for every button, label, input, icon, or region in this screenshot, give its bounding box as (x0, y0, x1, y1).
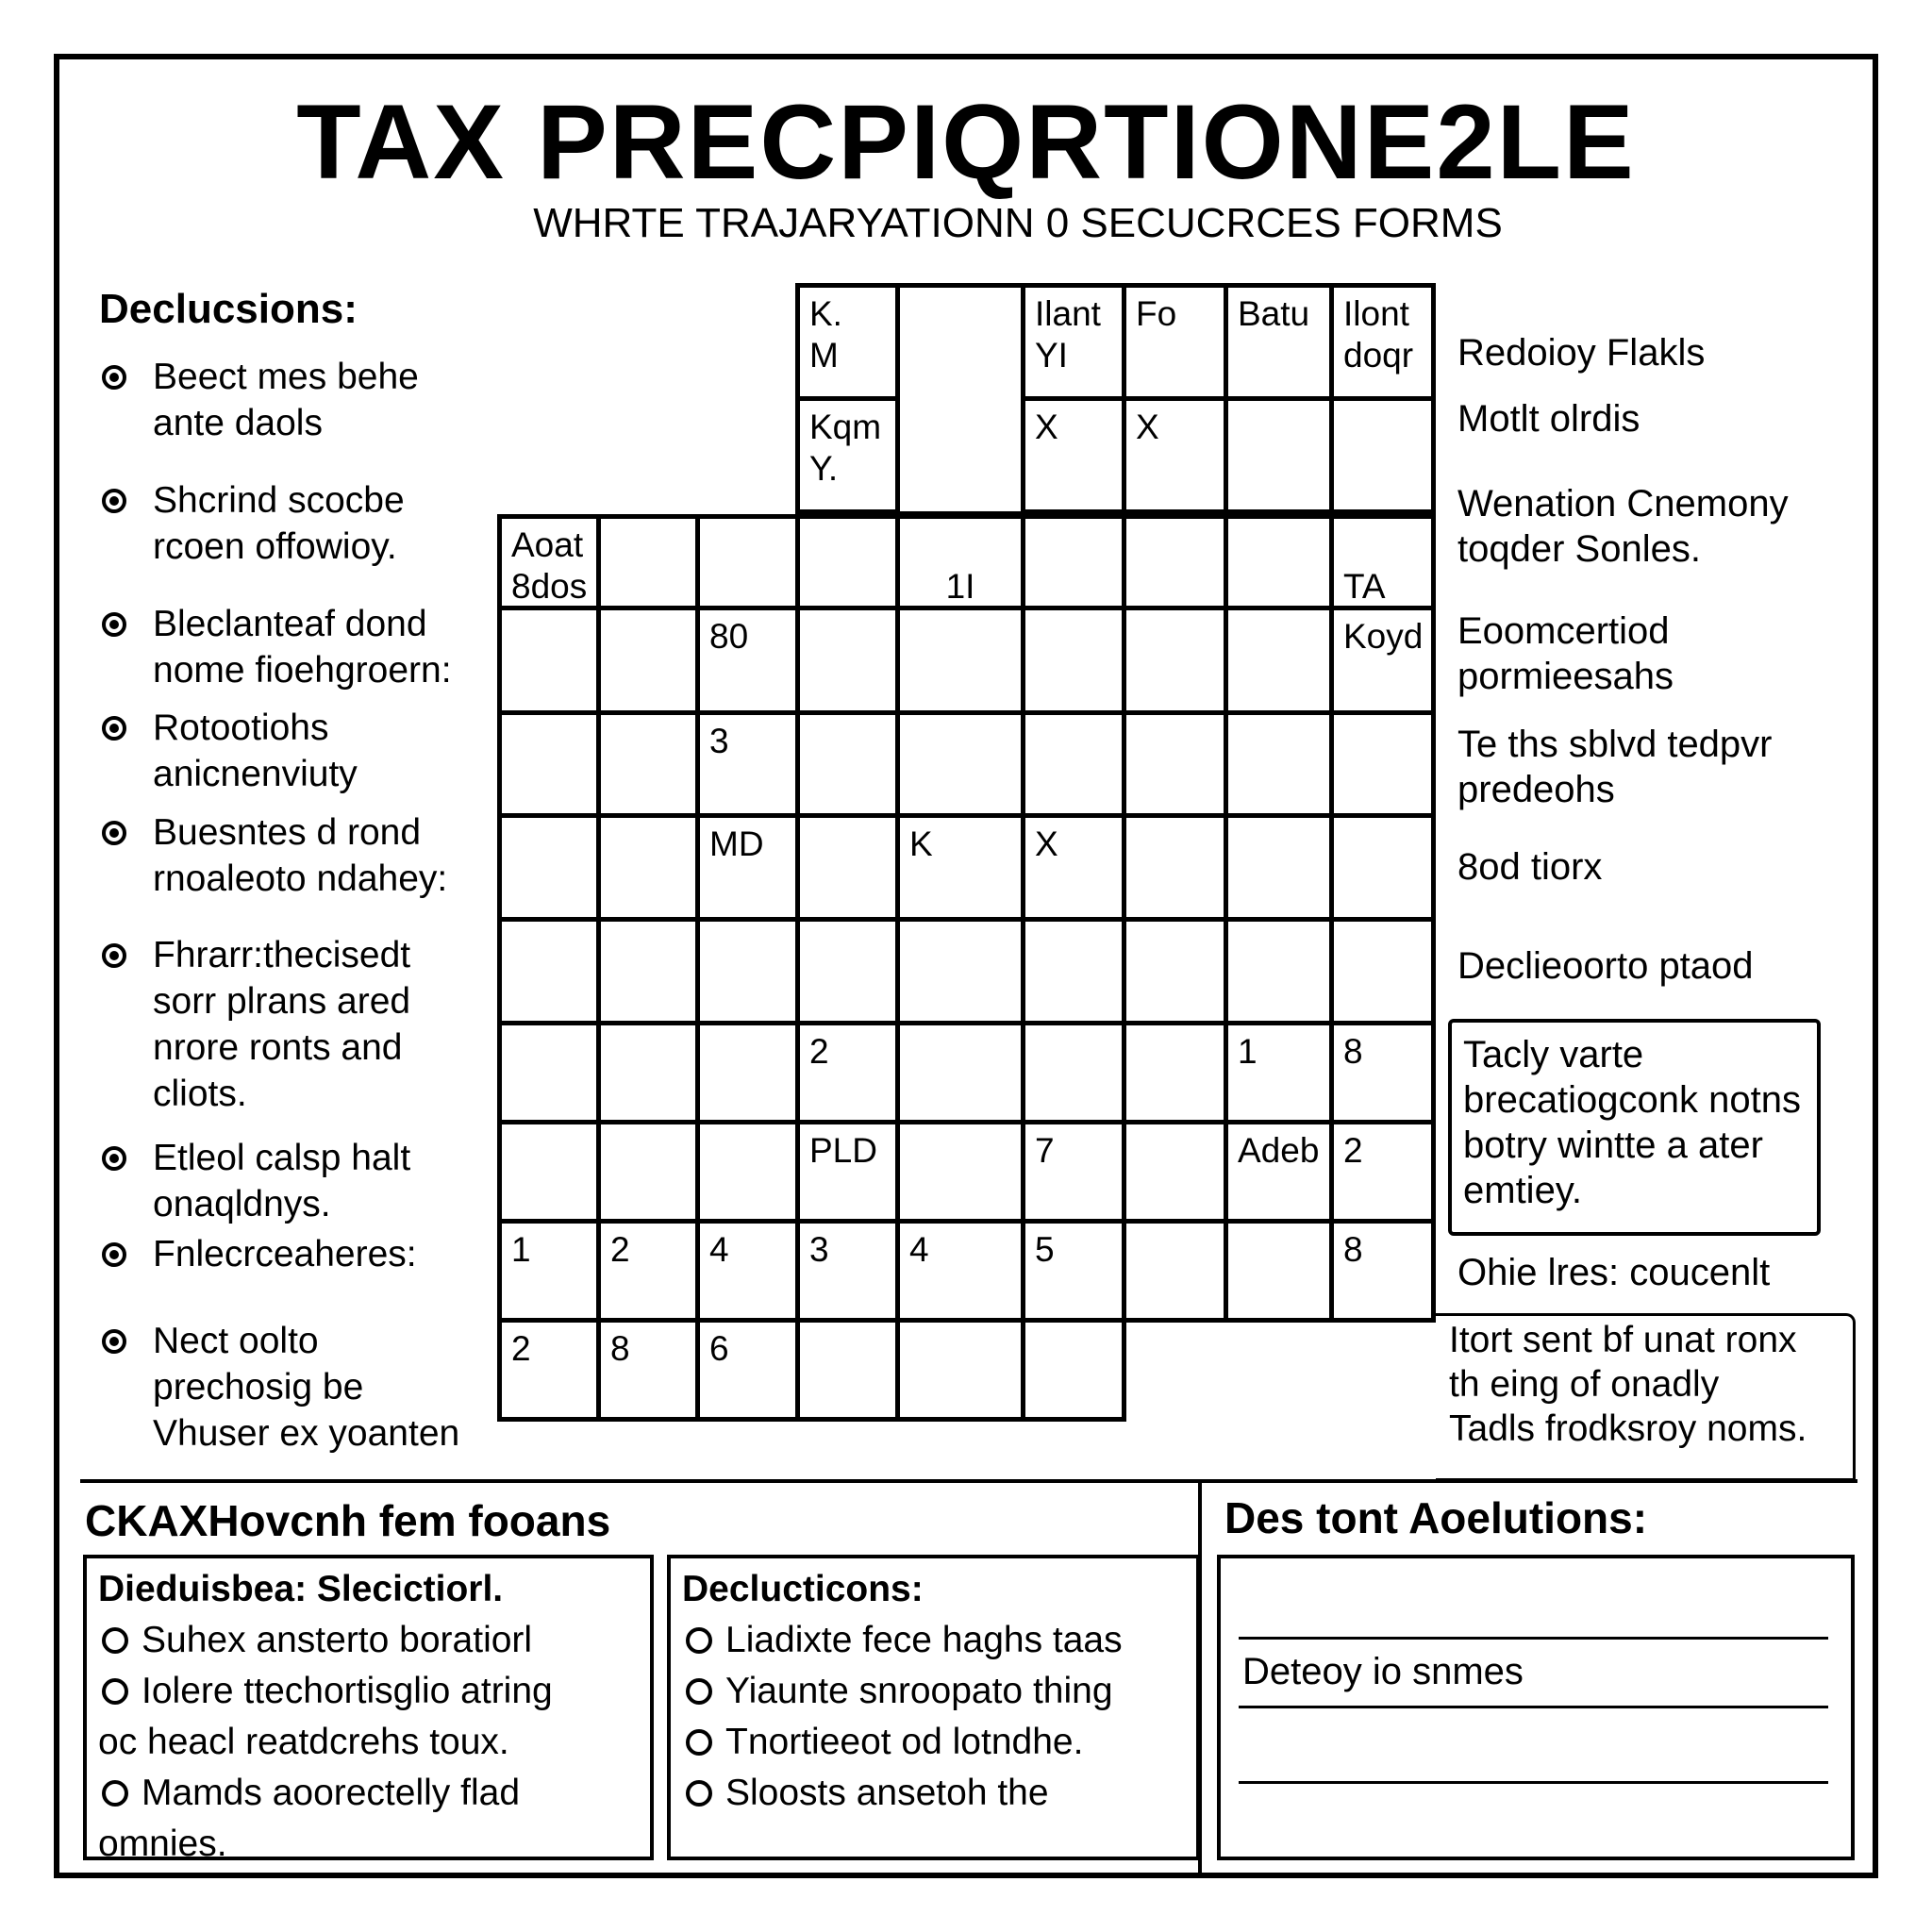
item-text: sorr plrans ared (153, 981, 411, 1022)
option-label: Yiaunte snroopato thing (725, 1671, 1113, 1711)
radio-circle-icon[interactable] (686, 1627, 712, 1654)
grid-cell[interactable]: 2 (1329, 1120, 1436, 1224)
grid-cell[interactable]: X (1021, 396, 1126, 514)
grid-cell[interactable]: X (1122, 396, 1228, 514)
grid-cell[interactable] (1122, 813, 1228, 922)
deductions-heading: Declucsions: (99, 286, 358, 332)
radio-circle-icon[interactable] (686, 1678, 712, 1705)
grid-cell[interactable] (596, 813, 700, 922)
grid-cell[interactable]: 8 (596, 1318, 700, 1422)
grid-cell[interactable]: 1 (497, 1219, 601, 1323)
radio-circle-icon[interactable] (686, 1780, 712, 1807)
grid-cell[interactable] (895, 710, 1025, 818)
radio-bullet-icon (102, 1146, 126, 1171)
grid-cell[interactable] (895, 1318, 1025, 1422)
deduction-option[interactable] (682, 1768, 1185, 1819)
right-label: predeohs (1457, 769, 1615, 810)
answer-line[interactable] (1239, 1706, 1828, 1708)
grid-cell[interactable] (596, 514, 700, 610)
radio-circle-icon[interactable] (102, 1780, 128, 1807)
tip-text: emtiey. (1463, 1170, 1582, 1211)
grid-cell[interactable] (497, 710, 601, 818)
right-label: Wenation Cnemony (1457, 483, 1789, 525)
grid-cell[interactable]: 6 (695, 1318, 800, 1422)
grid-cell[interactable] (1224, 396, 1334, 514)
right-label: 8od tiorx (1457, 846, 1603, 888)
item-text: cliots. (153, 1074, 247, 1114)
grid-cell[interactable] (596, 1021, 700, 1124)
grid-cell[interactable]: Kqm Y. (795, 396, 900, 514)
grid-cell[interactable]: 7 (1021, 1120, 1126, 1224)
grid-cell[interactable] (497, 1021, 601, 1124)
grid-cell[interactable]: Ilont doqr (1329, 283, 1436, 401)
item-text: Rotootiohs (153, 708, 329, 748)
checklist-option[interactable] (98, 1666, 639, 1717)
grid-cell[interactable] (497, 606, 601, 715)
grid-cell[interactable]: K (895, 813, 1025, 922)
checklist-heading: CKAXHovcnh fem foоans (85, 1496, 611, 1545)
grid-cell[interactable] (1122, 606, 1228, 715)
item-text: Fhrarr:thecisedt (153, 935, 411, 975)
item-text: rnoaleoto ndahey: (153, 858, 448, 899)
item-text: Buesntes d rond (153, 812, 422, 853)
tip-text: brecatiogconk notns (1463, 1079, 1802, 1121)
grid-cell[interactable] (1122, 1021, 1228, 1124)
grid-cell[interactable]: 3 (795, 1219, 900, 1323)
option-label: Mamds aoorectelly flad (142, 1773, 521, 1813)
item-text: prechosig be (153, 1367, 364, 1407)
item-text: Beect mes behe (153, 357, 419, 397)
grid-cell[interactable]: 1I (895, 514, 1025, 610)
grid-cell[interactable] (795, 1318, 900, 1422)
grid-cell[interactable] (1122, 1120, 1228, 1224)
grid-cell[interactable]: K. M (795, 283, 900, 401)
answers-heading: Des tont Aoelutions: (1224, 1493, 1648, 1542)
grid-cell[interactable]: 2 (596, 1219, 700, 1323)
grid-cell[interactable]: Batu (1224, 283, 1334, 401)
grid-cell[interactable] (1021, 1021, 1126, 1124)
signature-label: Deteoy io snmes (1242, 1651, 1524, 1692)
grid-cell[interactable]: 2 (795, 1021, 900, 1124)
radio-circle-icon[interactable] (102, 1627, 128, 1654)
item-text: Vhuser ex yoanten (153, 1413, 460, 1454)
deduction-option[interactable] (682, 1666, 1185, 1717)
grid-cell[interactable]: 8 (1329, 1219, 1436, 1323)
grid-cell[interactable] (1329, 710, 1436, 818)
grid-cell[interactable] (596, 710, 700, 818)
grid-cell[interactable] (1224, 1219, 1334, 1323)
grid-cell[interactable] (695, 1021, 800, 1124)
radio-bullet-icon (102, 821, 126, 845)
grid-cell[interactable] (895, 606, 1025, 715)
right-label: Te ths sblvd tedpvr (1457, 724, 1773, 765)
grid-cell[interactable]: MD (695, 813, 800, 922)
grid-cell[interactable] (1224, 917, 1334, 1025)
note-box (1436, 1313, 1856, 1481)
grid-cell[interactable] (895, 917, 1025, 1025)
grid-cell[interactable] (1224, 606, 1334, 715)
deduction-option[interactable] (682, 1615, 1185, 1666)
deductions-box-heading: Declucticons: (682, 1569, 924, 1609)
checklist-box (83, 1555, 654, 1864)
grid-cell[interactable] (695, 917, 800, 1025)
grid-cell[interactable] (497, 813, 601, 922)
answer-line[interactable] (1239, 1781, 1828, 1784)
radio-bullet-icon (102, 489, 126, 513)
deduction-option[interactable] (682, 1717, 1185, 1768)
tip-text: Tacly varte (1463, 1034, 1644, 1075)
grid-cell[interactable] (1329, 917, 1436, 1025)
grid-cell[interactable]: 3 (695, 710, 800, 818)
grid-cell[interactable] (1224, 710, 1334, 818)
answer-line[interactable] (1239, 1637, 1828, 1640)
grid-cell[interactable]: Aoat 8dos (497, 514, 601, 610)
item-text: Shcrind scocbe (153, 480, 405, 521)
radio-bullet-icon (102, 943, 126, 968)
right-label: pormieesahs (1457, 656, 1674, 697)
tip-text: botry wintte a ater (1463, 1124, 1763, 1166)
checklist-box-heading: Dieduisbea: Slecictiorl. (98, 1569, 504, 1609)
grid-cell[interactable] (1021, 1318, 1126, 1422)
grid-cell[interactable]: Ilant YI (1021, 283, 1126, 401)
note-text: Tadls frodksroy noms. (1449, 1408, 1807, 1449)
grid-cell[interactable] (1329, 813, 1436, 922)
note-text: Itort sent bf unat ronx (1449, 1320, 1797, 1360)
grid-cell[interactable] (596, 917, 700, 1025)
item-text: Nect oolto (153, 1321, 319, 1361)
grid-cell[interactable]: 80 (695, 606, 800, 715)
page-title: TAX PRECPIQRTIONE2LE (296, 83, 1636, 201)
item-text: anicnenviuty (153, 754, 358, 794)
radio-bullet-icon (102, 1242, 126, 1267)
option-label: Iolere ttechortisglio atring (142, 1671, 553, 1711)
option-label: Tnortieeot od lotndhe. (725, 1722, 1084, 1762)
grid-cell[interactable] (795, 606, 900, 715)
right-label: Ohie lres: coucenlt (1457, 1252, 1771, 1293)
item-text: rcoen offowioy. (153, 526, 397, 567)
grid-cell[interactable] (795, 917, 900, 1025)
grid-cell[interactable] (1021, 710, 1126, 818)
right-label: Redoioy Flakls (1457, 332, 1706, 374)
grid-cell[interactable]: 2 (497, 1318, 601, 1422)
checklist-option[interactable] (98, 1768, 639, 1819)
option-label-continued: oc heacl reatdcrehs toux. (98, 1722, 509, 1762)
item-text: nrore ronts and (153, 1027, 403, 1068)
grid-cell[interactable]: Adeb (1224, 1120, 1334, 1224)
grid-cell[interactable] (1122, 1219, 1228, 1323)
right-label: Declieoorto ptaod (1457, 945, 1754, 987)
option-label: Sloosts ansetoh the (725, 1773, 1049, 1813)
grid-cell[interactable] (596, 606, 700, 715)
checklist-option[interactable] (98, 1615, 639, 1666)
grid-cell[interactable] (695, 1120, 800, 1224)
grid-cell[interactable] (795, 514, 900, 610)
grid-cell[interactable]: 5 (1021, 1219, 1126, 1323)
grid-cell[interactable] (895, 283, 1025, 516)
section-divider (80, 1479, 1857, 1483)
right-label: Eoomcertiod (1457, 610, 1670, 652)
right-label: toqder Sonles. (1457, 528, 1701, 570)
grid-cell[interactable] (795, 813, 900, 922)
grid-cell[interactable]: TA (1329, 514, 1436, 610)
grid-cell[interactable] (1122, 710, 1228, 818)
grid-cell[interactable] (1224, 514, 1334, 610)
grid-cell[interactable]: 4 (695, 1219, 800, 1323)
deductions-box (667, 1555, 1200, 1860)
grid-cell[interactable] (1122, 917, 1228, 1025)
grid-cell[interactable] (895, 1120, 1025, 1224)
grid-cell[interactable] (1224, 813, 1334, 922)
grid-cell[interactable] (596, 1120, 700, 1224)
radio-bullet-icon (102, 612, 126, 637)
grid-cell[interactable]: Koyd (1329, 606, 1436, 715)
grid-cell[interactable] (1021, 917, 1126, 1025)
page-subtitle: WHRTE TRAJARYATIONN 0 SECUCRCES FORMS (533, 200, 1503, 246)
grid-cell[interactable]: 4 (895, 1219, 1025, 1323)
grid-cell[interactable] (497, 917, 601, 1025)
option-label: Liadixte fece haghs taas (725, 1620, 1123, 1660)
radio-bullet-icon (102, 1329, 126, 1354)
right-label: Motlt olrdis (1457, 398, 1641, 440)
radio-circle-icon[interactable] (102, 1678, 128, 1705)
note-text: th eing of onadly (1449, 1364, 1720, 1405)
item-text: Etleol calsp halt (153, 1138, 411, 1178)
radio-bullet-icon (102, 716, 126, 741)
item-text: Fnlecrceaheres: (153, 1234, 417, 1274)
item-text: nome fioehgroern: (153, 650, 452, 691)
grid-cell[interactable] (497, 1120, 601, 1224)
grid-cell[interactable] (795, 710, 900, 818)
grid-cell[interactable]: X (1021, 813, 1126, 922)
grid-cell[interactable] (1021, 514, 1126, 610)
item-text: Bleclanteaf dond (153, 604, 427, 644)
grid-cell[interactable]: 1 (1224, 1021, 1334, 1124)
grid-cell[interactable] (1122, 514, 1228, 610)
grid-cell[interactable] (695, 514, 800, 610)
option-label: Suhex ansterto boratiorl (142, 1620, 533, 1660)
radio-circle-icon[interactable] (686, 1729, 712, 1756)
grid-cell[interactable] (895, 1021, 1025, 1124)
tip-box (1448, 1019, 1821, 1236)
grid-cell[interactable]: PLD (795, 1120, 900, 1224)
grid-cell[interactable]: 8 (1329, 1021, 1436, 1124)
radio-bullet-icon (102, 365, 126, 390)
grid-cell[interactable]: Fo (1122, 283, 1228, 401)
item-text: onaqldnys. (153, 1184, 331, 1224)
grid-cell[interactable] (1021, 606, 1126, 715)
item-text: ante daols (153, 403, 323, 443)
option-label-continued: omnies. (98, 1824, 227, 1864)
grid-cell[interactable] (1329, 396, 1436, 514)
